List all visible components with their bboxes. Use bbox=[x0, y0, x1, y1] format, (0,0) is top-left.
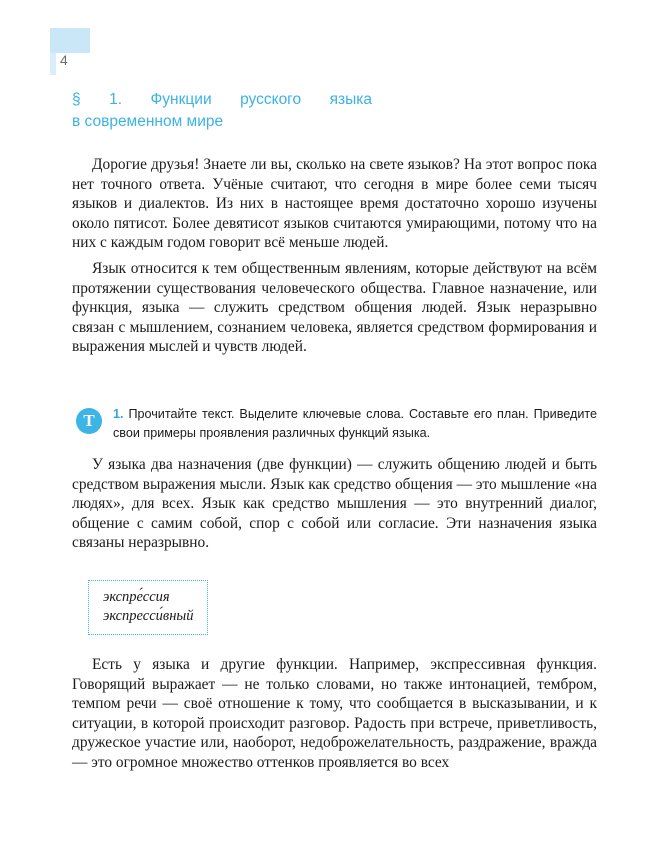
corner-decoration-block bbox=[50, 28, 90, 53]
page-number: 4 bbox=[60, 52, 68, 68]
vocabulary-word-2: экспресси́вный bbox=[103, 608, 194, 624]
body-paragraph-1: Дорогие друзья! Знаете ли вы, сколько на свете языков? На этот вопрос пока нет точного ответа. Учёные считают, что сегодня в мире более семи тысяч языков и диалектов. Из них в настоящее время достаточно хорошо изучены около пятисот. Более девятисот языков считаются умирающими, потому что на них с каждым годом говорит всё меньше людей. bbox=[72, 156, 597, 252]
corner-decoration-strip bbox=[50, 53, 56, 75]
exercise-text bbox=[72, 405, 597, 443]
body-paragraph-4: Есть у языка и другие функции. Например, экспрессивная функция. Говорящий выражает — не только словами, но также интонацией, тембром, темпом речи — своё отношение к тому, что сообщается в высказывании, и к ситуации, в которой происходит разговор. Радость при встрече, приветливость, дружеское участие или, наоборот, недоброжелательность, раздражение, вражда — это огромное множество оттенков проявляется во всех bbox=[72, 656, 597, 771]
task-marker-icon: Т bbox=[76, 408, 102, 434]
body-paragraph-3: У языка два назначения (две функции) — служить общению людей и быть средством выражения мысли. Язык как средство общения — это мышление «на людях», для всех. Язык как средство мышления — это внутренний диалог, общение с самим собой, спор с собой или согласие. Эти назначения языка связаны неразрывно. bbox=[72, 456, 597, 552]
exercise-instruction: Прочитайте текст. Выделите ключевые слова. Составьте его план. Приведите свои примеры проявления различных функций языка. bbox=[113, 407, 597, 440]
page-title bbox=[72, 89, 372, 133]
body-paragraph-2: Язык относится к тем общественным явлениям, которые действуют на всём протяжении существования человеческого общества. Главное назначение, или функция, языка — служить средством общения людей. Язык неразрывно связан с мышлением, сознанием человека, является средством формирования и выражения мыслей и чувств людей. bbox=[72, 260, 597, 356]
section-heading-line-1: § 1. Функции русского языка bbox=[72, 91, 372, 108]
section-heading-line-2: в современном мире bbox=[72, 113, 224, 130]
vocabulary-box bbox=[88, 580, 208, 635]
exercise-number: 1. bbox=[113, 407, 124, 421]
vocabulary-word-1: экспре́ссия bbox=[103, 589, 170, 605]
exercise-block bbox=[72, 405, 597, 443]
